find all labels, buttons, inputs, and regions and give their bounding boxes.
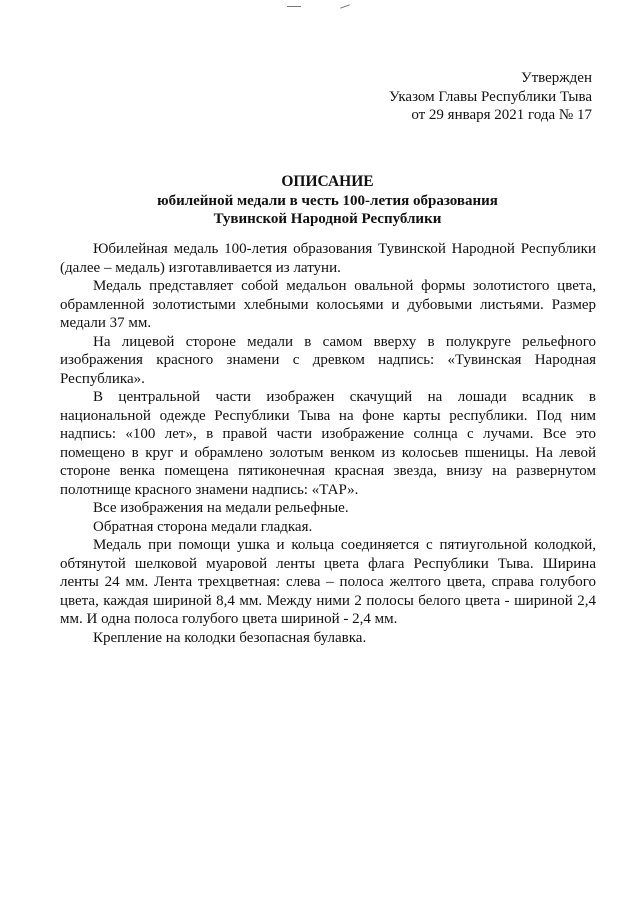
document-heading <box>60 173 595 229</box>
approval-line: от 29 января 2021 года № 17 <box>411 107 592 123</box>
approval-block <box>389 69 592 125</box>
paragraph: Крепление на колодки безопасная булавка. <box>93 629 367 646</box>
paragraph: Юбилейная медаль 100-летия образования Тувинской Народной Республики (далее – медаль) изготавливается из латуни. <box>60 241 596 276</box>
paragraph: На лицевой стороне медали в самом вверху в полукруге рельефного изображения красного знамени с древком надпись: «Тувинская Народная Республика». <box>60 333 596 387</box>
paragraph: В центральной части изображен скачущий на лошади всадник в национальной одежде Республики Тыва на фоне карты республики. Под ним надпись: «100 лет», в правой части изображение солнца с лучами. Все это помещено в круг и обрамлено золотым венком из колосьев пшеницы. На левой стороне венка помещена пятиконечная красная звезда, внизу на развернутом полотнище красного знамени надпись: «ТАР». <box>60 389 596 498</box>
document-subtitle: юбилейной медали в честь 100-летия образования <box>157 192 498 209</box>
scan-artifact <box>287 6 301 7</box>
paragraph: Медаль представляет собой медальон овальной формы золотистого цвета, обрамленной золотистыми хлебными колосьями и дубовыми листьями. Размер медали 37 мм. <box>60 278 596 331</box>
paragraph: Медаль при помощи ушка и кольца соединяется с пятиугольной колодкой, обтянутой шелковой муаровой ленты цвета флага Республики Тыва. Ширина ленты 24 мм. Лента трехцветная: слева – полоса желтого цвета, справа голубого цвета, каждая шириной 8,4 мм. Между ними 2 полосы белого цвета - шириной 2,4 мм. И одна полоса голубого цвета шириной - 2,4 мм. <box>60 537 596 627</box>
paragraph: Обратная сторона медали гладкая. <box>93 518 313 535</box>
approval-line: Утвержден <box>520 70 592 86</box>
approval-line: Указом Главы Республики Тыва <box>389 88 592 105</box>
document-subtitle: Тувинской Народной Республики <box>213 211 442 227</box>
scan-artifact <box>340 4 350 8</box>
document-body <box>60 240 596 647</box>
document-title: ОПИСАНИЕ <box>281 173 374 190</box>
paragraph: Все изображения на медали рельефные. <box>93 500 349 516</box>
